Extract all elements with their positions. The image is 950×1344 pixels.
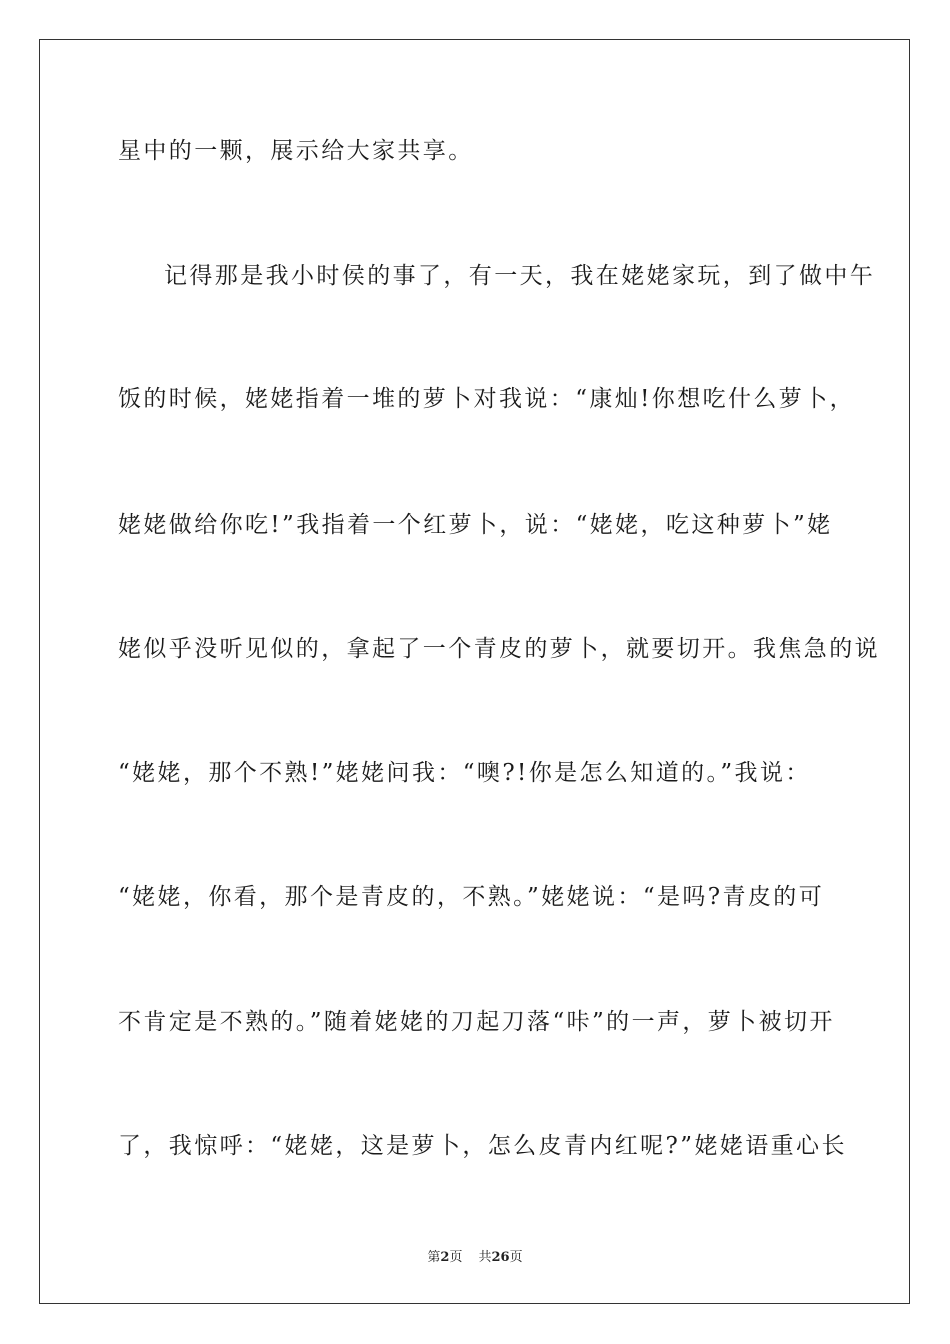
page-prefix: 第 xyxy=(427,1250,441,1265)
text-line-6: “姥姥，那个不熟!”姥姥问我：“噢?!你是怎么知道的。”我说： xyxy=(118,760,811,786)
page-number: 2 xyxy=(440,1250,450,1265)
text-line-3: 饭的时候，姥姥指着一堆的萝卜对我说：“康灿!你想吃什么萝卜， xyxy=(118,386,856,412)
text-line-8: 不肯定是不熟的。”随着姥姥的刀起刀落“咔”的一声，萝卜被切开 xyxy=(118,1009,835,1035)
text-line-9: 了，我惊呼：“姥姥，这是萝卜，怎么皮青内红呢?”姥姥语重心长 xyxy=(118,1133,847,1159)
text-line-7: “姥姥，你看，那个是青皮的，不熟。”姥姥说：“是吗?青皮的可 xyxy=(118,884,825,910)
total-suffix: 页 xyxy=(509,1250,523,1265)
text-line-5: 姥似乎没听见似的，拿起了一个青皮的萝卜，就要切开。我焦急的说 xyxy=(118,636,880,662)
page-footer xyxy=(0,1249,950,1267)
text-line-2: 记得那是我小时侯的事了，有一天，我在姥姥家玩，到了做中午 xyxy=(164,263,876,289)
total-pages: 26 xyxy=(491,1250,510,1265)
total-prefix: 共 xyxy=(478,1250,492,1265)
page-border xyxy=(39,39,910,1304)
text-line-1: 星中的一颗，展示给大家共享。 xyxy=(118,138,474,164)
page-suffix: 页 xyxy=(449,1250,463,1265)
text-line-4: 姥姥做给你吃!”我指着一个红萝卜，说：“姥姥，吃这种萝卜”姥 xyxy=(118,512,833,538)
